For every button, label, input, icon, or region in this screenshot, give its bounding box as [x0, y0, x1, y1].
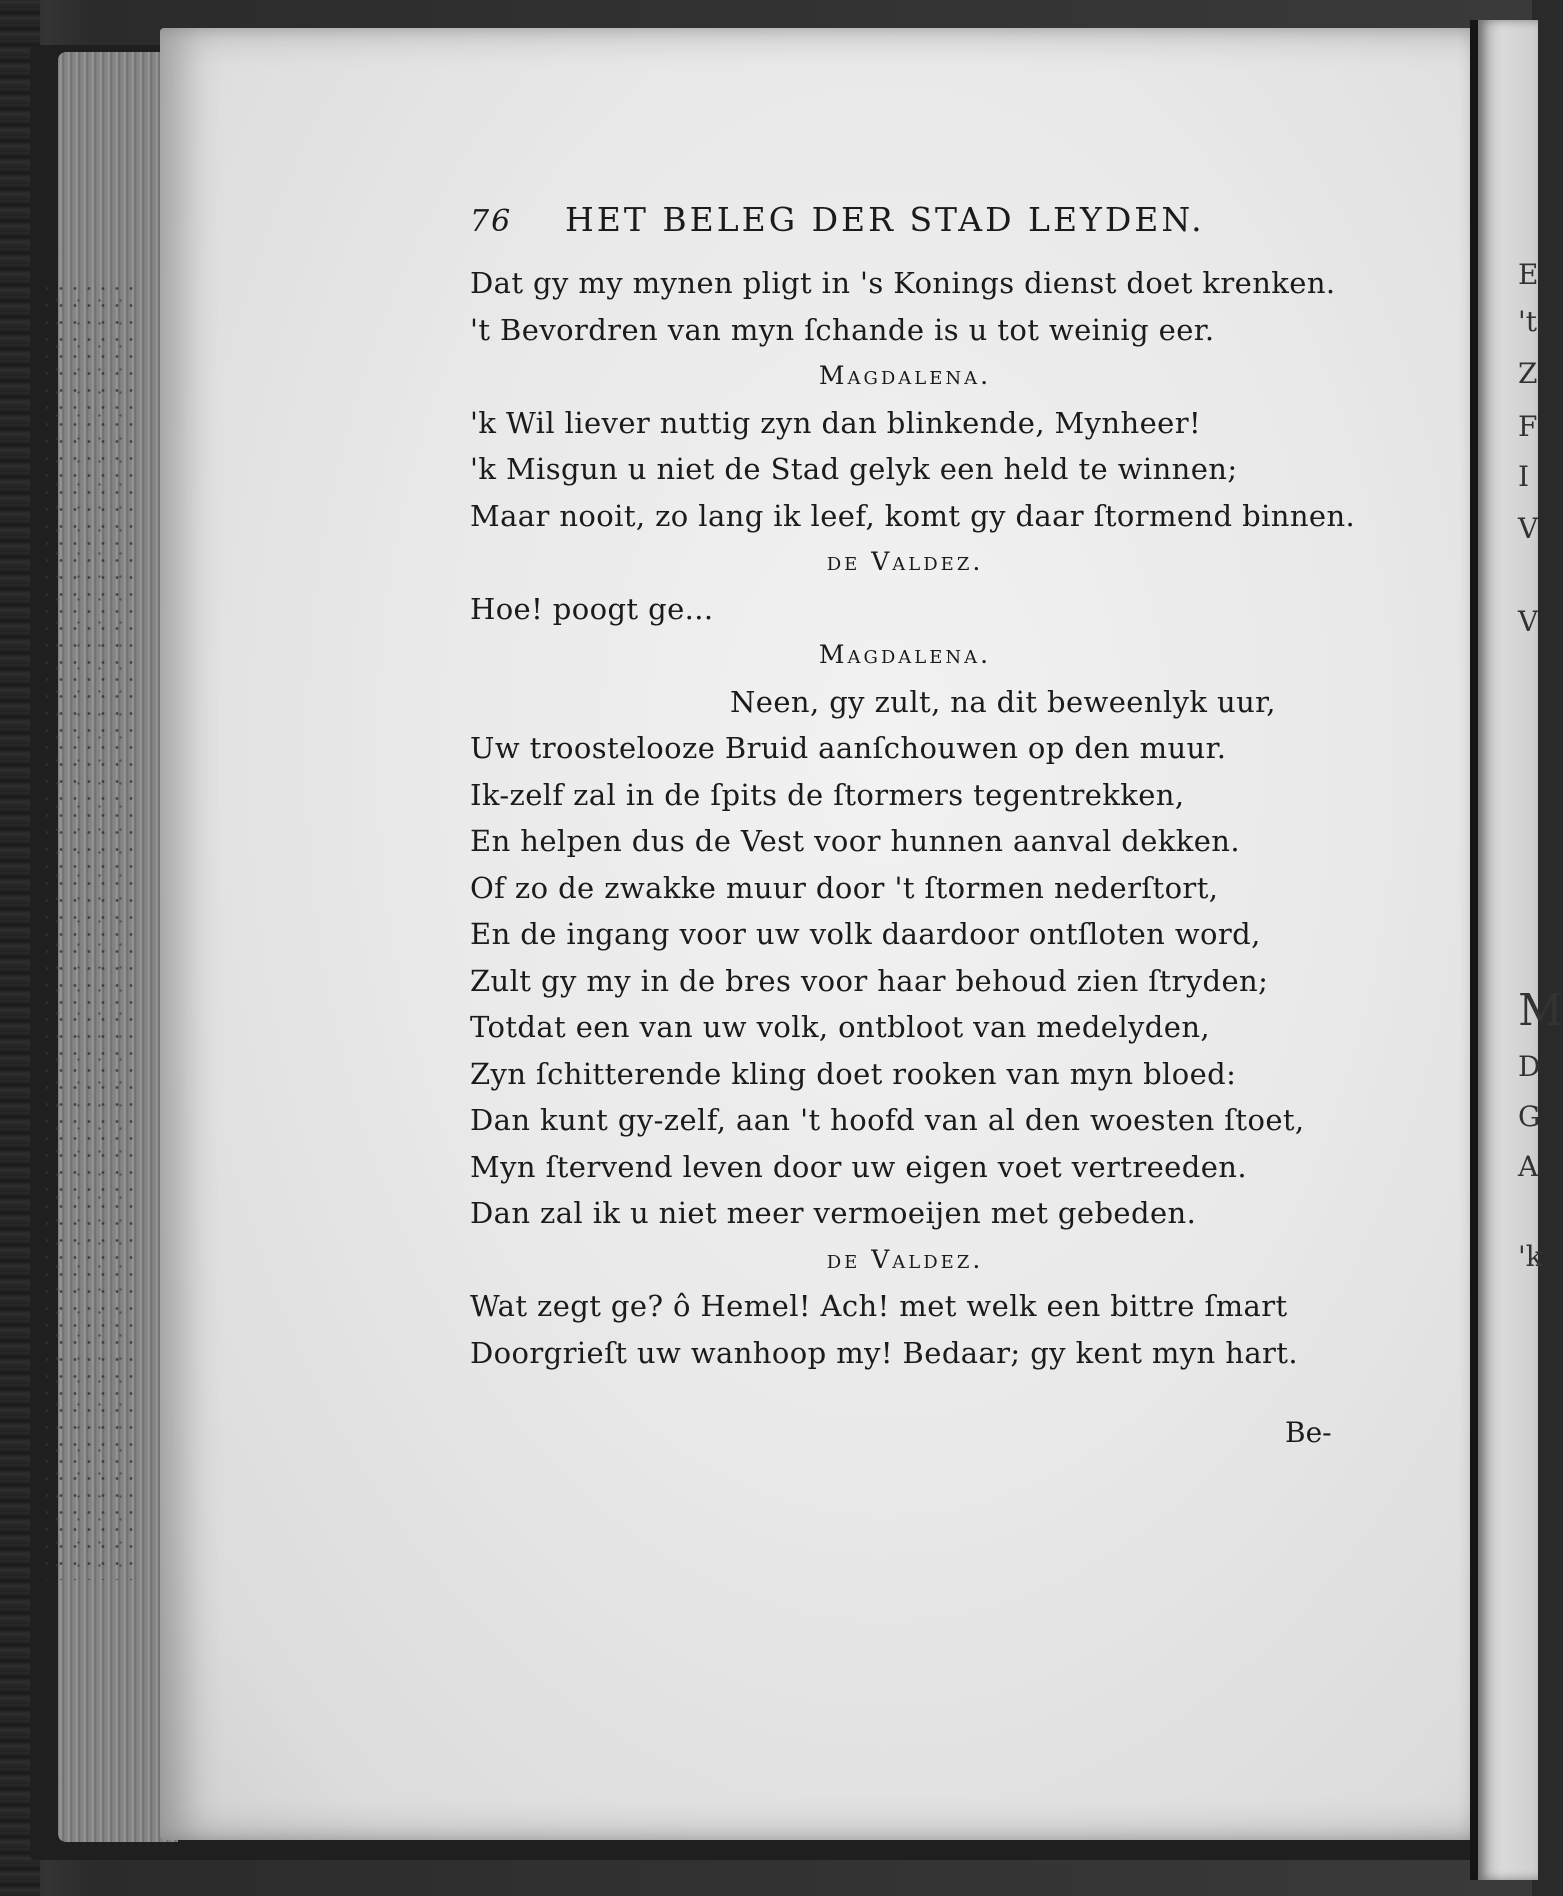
speaker-name: Magdalena.	[818, 640, 992, 669]
verse-line: Dan kunt gy-zelf, aan 't hoofd van al den woesten ſtoet,	[470, 1103, 1305, 1137]
facing-page-letter: D	[1518, 1050, 1541, 1083]
verse-line: Dat gy my mynen pligt in 's Konings dienst doet krenken.	[470, 266, 1336, 300]
facing-page-letter: A	[1518, 1150, 1539, 1183]
verse-line: Zult gy my in de bres voor haar behoud zien ſtryden;	[470, 963, 1269, 998]
running-head	[470, 200, 1340, 260]
facing-page	[1478, 20, 1541, 1880]
verse-line: 'k Wil liever nuttig zyn dan blinkende, Mynheer!	[470, 405, 1202, 440]
facing-page-letter: V	[1518, 512, 1539, 545]
facing-page-letter: I	[1518, 460, 1530, 493]
verse-line: Wat zegt ge? ô Hemel! Ach! met welk een bittre ſmart	[470, 1289, 1288, 1323]
verse-line: 't Bevordren van myn ſchande is u tot weinig eer.	[470, 312, 1215, 347]
verse-line: Doorgrieſt uw wanhoop my! Bedaar; gy kent myn hart.	[470, 1335, 1298, 1370]
verse-line: Ik-zelf zal in de ſpits de ſtormers tegentrekken,	[470, 777, 1185, 812]
page-text	[470, 200, 1356, 1376]
facing-page-letter: Z	[1518, 357, 1538, 390]
running-title: HET BELEG DER STAD LEYDEN.	[565, 200, 1205, 239]
verse-line: Hoe! poogt ge...	[470, 591, 714, 626]
verse-line: Totdat een van uw volk, ontbloot van medelyden,	[470, 1010, 1211, 1044]
facing-page-letter: M	[1518, 985, 1563, 1036]
facing-page-letter: F	[1518, 410, 1538, 443]
page-number: 76	[470, 204, 513, 239]
verse-line: Uw troostelooze Bruid aanſchouwen op den muur.	[470, 731, 1227, 765]
facing-page-letter: V	[1518, 605, 1539, 638]
verse-body	[470, 260, 1356, 1376]
facing-page-letter: 'k	[1518, 1240, 1543, 1273]
verse-line: Maar nooit, zo lang ik leef, komt gy daar ſtormend binnen.	[470, 498, 1356, 533]
speaker-name: Magdalena.	[818, 361, 992, 390]
verse-line: Dan zal ik u niet meer vermoeijen met gebeden.	[470, 1196, 1197, 1230]
speaker-name: de Valdez.	[826, 547, 984, 576]
verse-line: Of zo de zwakke muur door 't ſtormen nederſtort,	[470, 870, 1219, 905]
verse-line: En helpen dus de Vest voor hunnen aanval dekken.	[470, 824, 1240, 858]
facing-page-letter: E	[1518, 258, 1539, 291]
verse-line: 'k Misgun u niet de Stad gelyk een held te winnen;	[470, 452, 1238, 486]
catchword: Be-	[1285, 1416, 1332, 1449]
verse-line: Zyn ſchitterende kling doet rooken van myn bloed:	[470, 1056, 1237, 1091]
facing-page-letter: 't	[1518, 305, 1537, 338]
facing-page-letter: G	[1518, 1100, 1541, 1133]
verse-line: Myn ſtervend leven door uw eigen voet vertreeden.	[470, 1149, 1247, 1184]
speckled-edge	[40, 280, 135, 1580]
verse-line: Neen, gy zult, na dit beweenlyk uur,	[730, 684, 1276, 719]
verse-line: En de ingang voor uw volk daardoor ontſloten word,	[470, 917, 1261, 951]
speaker-name: de Valdez.	[826, 1244, 984, 1274]
